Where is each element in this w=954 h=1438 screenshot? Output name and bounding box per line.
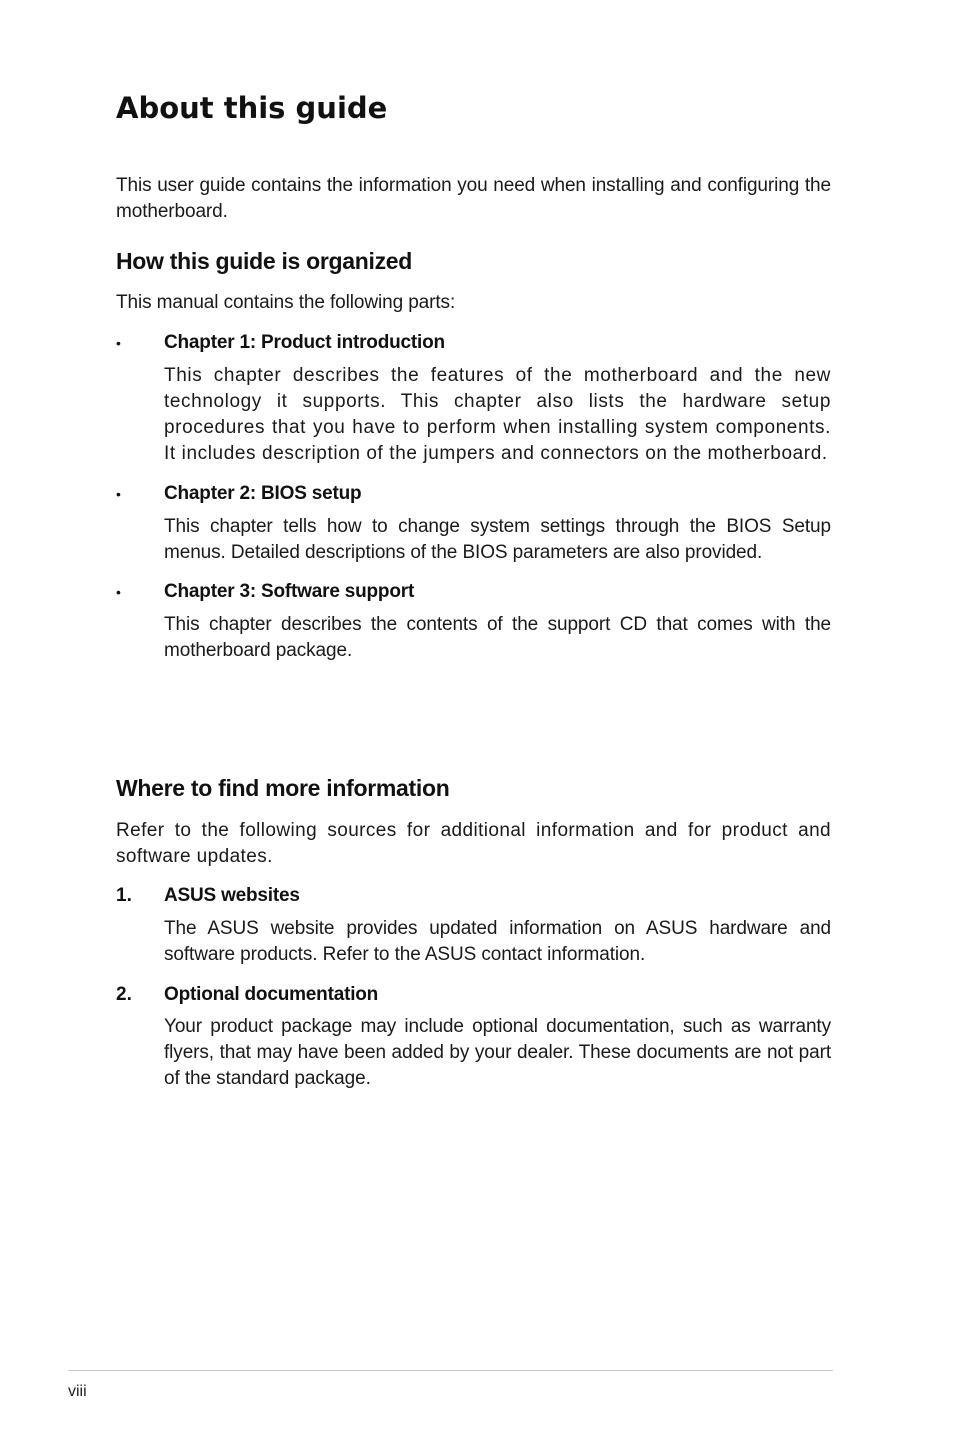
organized-lead: This manual contains the following parts: [116, 292, 456, 313]
intro-paragraph: This user guide contains the information you need when installing and configuring the motherboard. [116, 175, 831, 222]
chapter-2-title: Chapter 2: BIOS setup [164, 483, 362, 504]
section-heading-organized: How this guide is organized [116, 248, 413, 274]
source-1-title: ASUS websites [164, 885, 300, 906]
page-title: About this guide [116, 91, 388, 125]
bullet-marker: • [116, 584, 121, 600]
bullet-marker: • [116, 486, 121, 502]
list-number: 1. [116, 885, 132, 906]
chapter-1-title: Chapter 1: Product introduction [164, 332, 445, 353]
chapter-3-title: Chapter 3: Software support [164, 581, 415, 602]
source-1-description: The ASUS website provides updated information on ASUS hardware and software products. Refer to the ASUS contact information. [164, 918, 831, 965]
chapter-3-description: This chapter describes the contents of the support CD that comes with the motherboard package. [164, 614, 831, 661]
section-heading-more-info: Where to find more information [116, 775, 450, 801]
source-2-description: Your product package may include optional documentation, such as warranty flyers, that may have been added by your dealer. These documents are not part of the standard package. [164, 1016, 831, 1089]
footer-divider [68, 1370, 833, 1371]
list-number: 2. [116, 984, 132, 1005]
chapter-1-description: This chapter describes the features of the motherboard and the new technology it supports. This chapter also lists the hardware setup procedures that you have to perform when installing system components. It includes description of the jumpers and connectors on the motherboard. [164, 365, 831, 464]
source-2-title: Optional documentation [164, 984, 379, 1005]
bullet-marker: • [116, 335, 121, 351]
page-number: viii [68, 1383, 87, 1400]
chapter-2-description: This chapter tells how to change system settings through the BIOS Setup menus. Detailed descriptions of the BIOS parameters are also provided. [164, 516, 831, 563]
more-info-lead: Refer to the following sources for additional information and for product and software updates. [116, 820, 831, 867]
